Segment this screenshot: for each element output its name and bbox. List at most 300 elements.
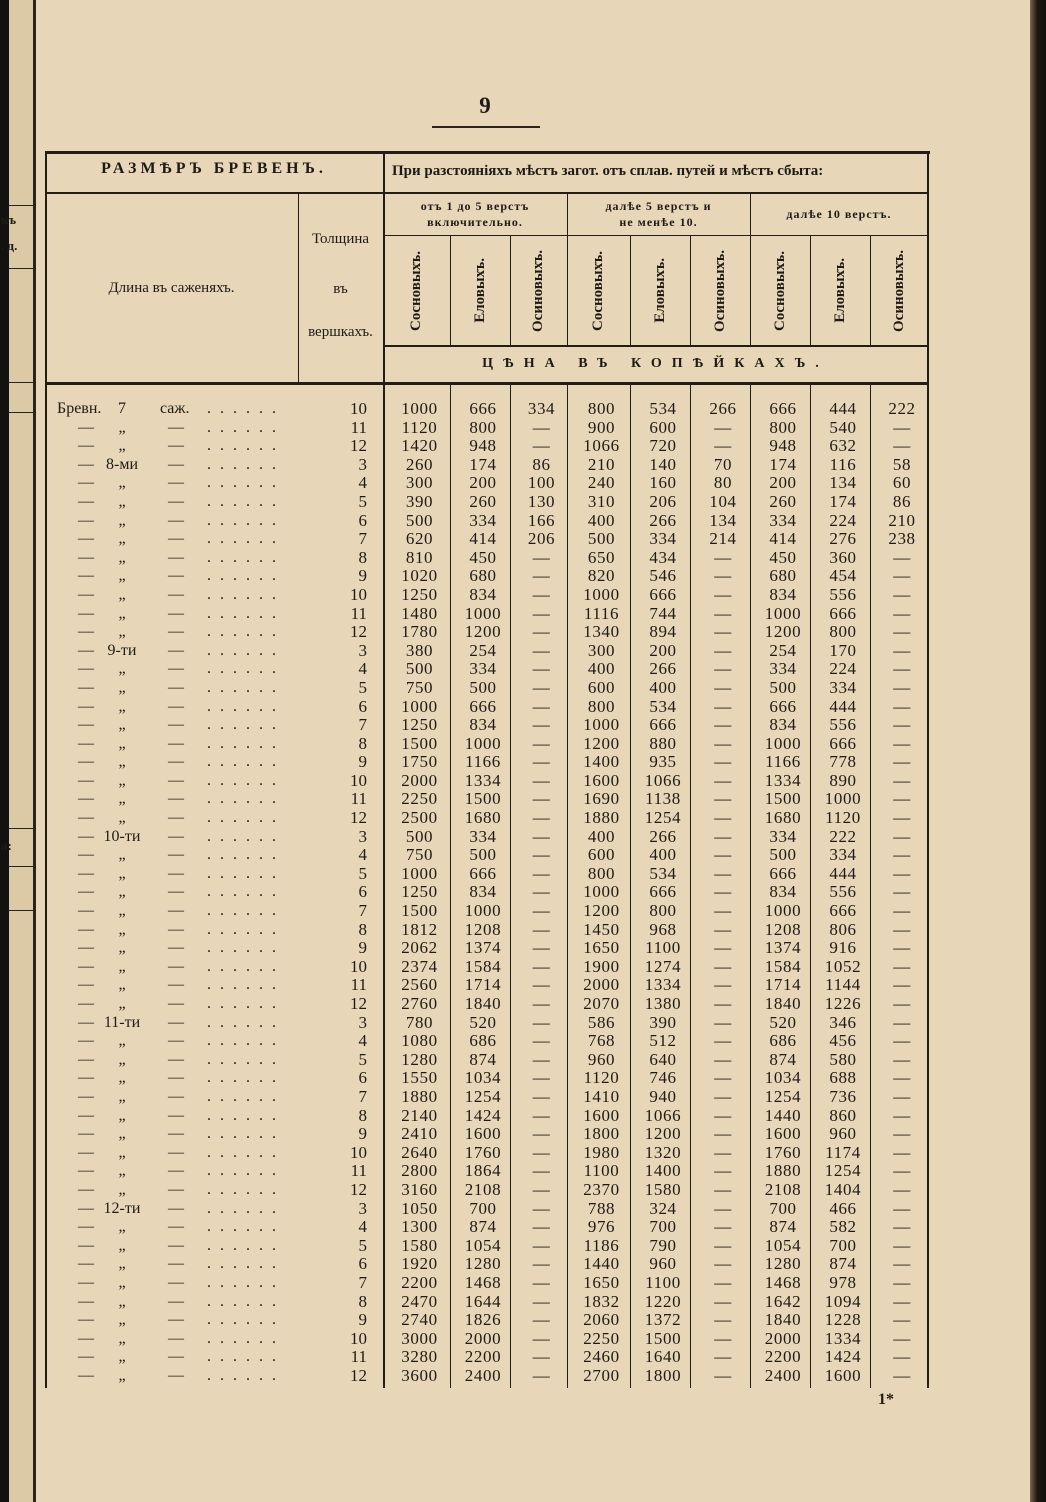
price-cell: 1642 bbox=[764, 1292, 802, 1311]
price-cell: — bbox=[714, 1329, 732, 1348]
price-cell: — bbox=[893, 678, 911, 697]
table-row bbox=[45, 1144, 928, 1163]
length-cell bbox=[45, 939, 298, 958]
length-part: — bbox=[168, 641, 184, 659]
price-cell: — bbox=[893, 883, 911, 902]
table-row bbox=[45, 1218, 928, 1237]
price-cell: 834 bbox=[469, 883, 497, 902]
thickness-cell: 7 bbox=[358, 529, 367, 549]
table-row bbox=[45, 1032, 928, 1051]
price-cell: 1374 bbox=[764, 939, 802, 958]
table-row bbox=[45, 400, 928, 419]
price-cell: — bbox=[893, 641, 911, 660]
species-label: Еловыхъ. bbox=[651, 258, 668, 323]
dot-leader: . . . . . . bbox=[207, 1199, 279, 1217]
price-cell: 200 bbox=[769, 474, 797, 493]
price-cell: — bbox=[532, 1311, 551, 1330]
price-cell: — bbox=[532, 771, 551, 790]
price-cell: 666 bbox=[469, 697, 497, 716]
length-part: — bbox=[78, 753, 94, 771]
price-cell: 1440 bbox=[764, 1106, 802, 1125]
length-part: — bbox=[78, 548, 94, 566]
price-cell: 2062 bbox=[401, 939, 438, 958]
price-cell: 1826 bbox=[464, 1311, 502, 1330]
thickness-cell: 5 bbox=[358, 1235, 367, 1255]
length-part: — bbox=[78, 623, 94, 641]
price-cell: 880 bbox=[649, 734, 677, 753]
price-cell: — bbox=[714, 1032, 732, 1051]
price-cell: 534 bbox=[649, 400, 677, 418]
price-cell: 1120 bbox=[825, 809, 861, 828]
price-cell: 810 bbox=[405, 548, 434, 567]
distance-group-1-5 bbox=[383, 193, 567, 235]
price-cell: 1644 bbox=[464, 1292, 502, 1311]
thickness-cell: 9 bbox=[358, 752, 367, 772]
price-cell: 1200 bbox=[583, 734, 620, 753]
table-row bbox=[45, 679, 928, 698]
price-cell: 2374 bbox=[401, 957, 438, 976]
price-cell: 666 bbox=[469, 400, 497, 418]
length-value: „ bbox=[118, 995, 126, 1012]
price-cell: 1714 bbox=[464, 976, 502, 995]
table-row bbox=[45, 698, 928, 717]
price-cell: 222 bbox=[829, 827, 857, 846]
table-row bbox=[45, 1330, 928, 1349]
dot-leader: . . . . . . bbox=[207, 1180, 279, 1198]
table-row bbox=[45, 772, 928, 791]
price-cell: 60 bbox=[892, 474, 912, 493]
dot-leader: . . . . . . bbox=[207, 1032, 279, 1050]
header-bottom-rule bbox=[45, 382, 928, 385]
length-value: 11-ти bbox=[103, 1013, 141, 1031]
price-cell: 1000 bbox=[401, 864, 438, 883]
price-cell: 1174 bbox=[825, 1143, 861, 1162]
table-row bbox=[45, 512, 928, 531]
price-cell: — bbox=[893, 1125, 911, 1144]
length-cell bbox=[45, 846, 298, 865]
price-cell: 2000 bbox=[764, 1329, 802, 1348]
price-cell: 894 bbox=[649, 623, 677, 642]
price-cell: — bbox=[532, 902, 551, 921]
dot-leader: . . . . . . bbox=[207, 957, 279, 975]
length-value: „ bbox=[118, 585, 126, 603]
table-row bbox=[45, 586, 928, 605]
length-part: — bbox=[78, 883, 94, 901]
price-cell: 1714 bbox=[764, 976, 802, 995]
length-value: „ bbox=[118, 1050, 126, 1068]
table-row bbox=[45, 1237, 928, 1256]
price-cell: 1800 bbox=[644, 1366, 682, 1385]
length-value: „ bbox=[118, 864, 126, 882]
price-cell: 736 bbox=[829, 1087, 857, 1106]
price-cell: — bbox=[893, 567, 911, 586]
price-cell: 834 bbox=[469, 585, 497, 604]
length-part: — bbox=[168, 585, 184, 603]
price-cell: 1880 bbox=[401, 1087, 438, 1106]
price-cell: 834 bbox=[769, 585, 797, 604]
thickness-cell: 10 bbox=[350, 584, 367, 604]
price-cell: — bbox=[532, 716, 551, 735]
price-cell: — bbox=[714, 1013, 732, 1032]
page-number-rule bbox=[432, 126, 540, 128]
length-part: — bbox=[168, 1292, 184, 1310]
table-row bbox=[45, 660, 928, 679]
dot-leader: . . . . . . bbox=[207, 1236, 279, 1254]
length-value: „ bbox=[118, 902, 126, 920]
thickness-cell: 10 bbox=[350, 1328, 367, 1348]
price-cell: 1500 bbox=[401, 902, 438, 921]
price-cell: 444 bbox=[829, 697, 857, 716]
price-cell: 874 bbox=[469, 1050, 497, 1069]
table-row bbox=[45, 1014, 928, 1033]
price-cell: — bbox=[532, 1273, 551, 1292]
length-part: — bbox=[168, 530, 184, 548]
length-part: — bbox=[168, 716, 184, 734]
length-part: — bbox=[168, 883, 184, 901]
price-cell: 1500 bbox=[644, 1329, 682, 1348]
price-cell: 1226 bbox=[824, 995, 862, 1013]
length-value: „ bbox=[118, 604, 126, 622]
length-value: „ bbox=[118, 1311, 126, 1329]
length-part: — bbox=[78, 1013, 94, 1031]
price-cell: 58 bbox=[892, 455, 912, 474]
price-cell: — bbox=[532, 920, 551, 939]
length-cell bbox=[45, 809, 298, 828]
price-cell: — bbox=[532, 1180, 551, 1199]
price-cell: 976 bbox=[587, 1218, 616, 1237]
length-part: — bbox=[78, 641, 94, 659]
length-part: — bbox=[168, 1087, 184, 1105]
length-part: — bbox=[78, 1180, 94, 1198]
length-value: „ bbox=[118, 716, 126, 734]
price-cell: — bbox=[714, 883, 732, 902]
length-part: — bbox=[78, 920, 94, 938]
table-row bbox=[45, 828, 928, 847]
price-cell: — bbox=[714, 678, 732, 697]
length-value: „ bbox=[118, 678, 126, 696]
price-cell: 534 bbox=[649, 864, 677, 883]
length-part: — bbox=[78, 1087, 94, 1105]
price-cell: 70 bbox=[713, 455, 733, 474]
price-cell: 300 bbox=[405, 474, 434, 493]
dot-leader: . . . . . . bbox=[207, 846, 279, 864]
price-cell: 222 bbox=[888, 400, 916, 418]
dot-leader: . . . . . . bbox=[207, 1218, 279, 1236]
length-cell bbox=[45, 1032, 298, 1051]
price-cell: — bbox=[532, 1143, 551, 1162]
price-cell: 1000 bbox=[401, 400, 438, 418]
price-cell: 512 bbox=[649, 1032, 677, 1051]
table-row bbox=[45, 846, 928, 865]
length-cell bbox=[45, 400, 298, 419]
table-row bbox=[45, 939, 928, 958]
price-cell: 500 bbox=[405, 511, 434, 530]
length-cell bbox=[45, 530, 298, 549]
dot-leader: . . . . . . bbox=[207, 455, 279, 473]
price-cell: — bbox=[714, 437, 732, 456]
previous-page-rule bbox=[9, 205, 33, 206]
price-cell: — bbox=[714, 790, 732, 809]
price-cell: 456 bbox=[829, 1032, 857, 1051]
length-value: „ bbox=[118, 734, 126, 752]
length-part: — bbox=[78, 511, 94, 529]
length-header: Длина въ саженяхъ. bbox=[108, 280, 235, 296]
price-cell: 224 bbox=[829, 511, 857, 530]
thickness-cell: 11 bbox=[350, 417, 367, 437]
price-cell: — bbox=[714, 418, 732, 437]
price-cell: 254 bbox=[469, 641, 497, 660]
price-cell: 454 bbox=[829, 567, 857, 586]
thickness-cell: 12 bbox=[350, 808, 367, 828]
price-cell: — bbox=[714, 1180, 732, 1199]
price-cell: — bbox=[893, 939, 911, 958]
price-cell: — bbox=[532, 883, 551, 902]
length-part: — bbox=[78, 437, 94, 455]
price-cell: 1254 bbox=[644, 809, 682, 828]
length-cell bbox=[45, 902, 298, 921]
price-cell: 334 bbox=[469, 827, 497, 846]
length-part: — bbox=[168, 920, 184, 938]
price-cell: 935 bbox=[649, 753, 677, 772]
price-cell: — bbox=[532, 1236, 551, 1255]
price-cell: 1468 bbox=[764, 1273, 802, 1292]
length-cell bbox=[45, 437, 298, 456]
dot-leader: . . . . . . bbox=[207, 1311, 279, 1329]
dot-leader: . . . . . . bbox=[207, 437, 279, 455]
thickness-cell: 10 bbox=[350, 956, 367, 976]
dot-leader: . . . . . . bbox=[207, 1273, 279, 1291]
price-cell: 414 bbox=[769, 530, 797, 549]
price-cell: 978 bbox=[829, 1273, 857, 1292]
price-cell: 380 bbox=[405, 641, 434, 660]
price-cell: 1580 bbox=[401, 1236, 438, 1255]
length-cell bbox=[45, 512, 298, 531]
price-cell: 1052 bbox=[824, 957, 862, 976]
length-cell bbox=[45, 976, 298, 995]
price-cell: 134 bbox=[709, 511, 737, 530]
length-part: — bbox=[78, 492, 94, 510]
price-cell: — bbox=[714, 623, 732, 642]
thickness-cell: 9 bbox=[358, 566, 367, 586]
price-cell: — bbox=[532, 939, 551, 958]
thickness-header: въ bbox=[333, 281, 348, 297]
length-cell bbox=[45, 921, 298, 940]
table-row bbox=[45, 995, 928, 1014]
thickness-cell: 12 bbox=[350, 622, 367, 642]
price-cell: — bbox=[714, 864, 732, 883]
length-part: — bbox=[78, 1311, 94, 1329]
price-cell: — bbox=[532, 567, 551, 586]
price-cell: 666 bbox=[649, 716, 677, 735]
price-cell: 666 bbox=[649, 585, 677, 604]
price-cell: — bbox=[532, 1255, 551, 1274]
table-row bbox=[45, 1088, 928, 1107]
price-cell: — bbox=[893, 604, 911, 623]
thickness-cell: 8 bbox=[358, 733, 367, 753]
dot-leader: . . . . . . bbox=[207, 604, 279, 622]
price-cell: 666 bbox=[829, 902, 857, 921]
length-part: — bbox=[168, 1106, 184, 1124]
price-cell: — bbox=[893, 1348, 911, 1367]
price-cell: — bbox=[714, 641, 732, 660]
length-value: „ bbox=[118, 1218, 126, 1236]
price-cell: 800 bbox=[587, 697, 616, 716]
price-cell: 2070 bbox=[583, 995, 620, 1013]
price-cell: 1208 bbox=[464, 920, 502, 939]
price-cell: 874 bbox=[769, 1050, 797, 1069]
price-cell: 1000 bbox=[583, 883, 620, 902]
length-part: — bbox=[168, 697, 184, 715]
price-cell: 466 bbox=[829, 1199, 857, 1218]
dot-leader: . . . . . . bbox=[207, 1255, 279, 1273]
header-rule bbox=[383, 345, 928, 347]
price-cell: 450 bbox=[469, 548, 497, 567]
price-cell: 1920 bbox=[401, 1255, 438, 1274]
table-row bbox=[45, 1255, 928, 1274]
price-cell: 1760 bbox=[464, 1143, 502, 1162]
price-cell: 960 bbox=[649, 1255, 677, 1274]
price-cell: 1250 bbox=[401, 716, 438, 735]
price-cell: 3600 bbox=[401, 1366, 438, 1385]
length-value: „ bbox=[118, 1292, 126, 1310]
length-part: — bbox=[168, 1236, 184, 1254]
price-cell: 238 bbox=[888, 530, 916, 549]
dot-leader: . . . . . . bbox=[207, 883, 279, 901]
price-cell: 86 bbox=[892, 492, 912, 511]
thickness-cell: 3 bbox=[358, 1198, 367, 1218]
length-part: — bbox=[168, 1180, 184, 1198]
price-cell: — bbox=[893, 1273, 911, 1292]
price-cell: 666 bbox=[769, 864, 797, 883]
price-cell: 2000 bbox=[401, 771, 438, 790]
table-row bbox=[45, 642, 928, 661]
length-part: — bbox=[168, 809, 184, 827]
group-label: далѣе 5 верстъ и bbox=[605, 199, 712, 213]
price-cell: 174 bbox=[769, 455, 797, 474]
price-cell: 2000 bbox=[583, 976, 620, 995]
length-cell bbox=[45, 660, 298, 679]
price-cell: 534 bbox=[649, 697, 677, 716]
price-cell: — bbox=[532, 1292, 551, 1311]
length-value: „ bbox=[118, 697, 126, 715]
price-cell: — bbox=[893, 1366, 911, 1385]
price-cell: 2700 bbox=[583, 1366, 620, 1385]
price-cell: 2740 bbox=[401, 1311, 438, 1330]
dot-leader: . . . . . . bbox=[207, 530, 279, 548]
price-cell: 2470 bbox=[401, 1292, 438, 1311]
price-cell: 1780 bbox=[401, 623, 438, 642]
price-cell: 1680 bbox=[464, 809, 502, 828]
length-value: „ bbox=[118, 846, 126, 864]
price-cell: — bbox=[893, 920, 911, 939]
price-cell: 2460 bbox=[583, 1348, 620, 1367]
price-cell: 546 bbox=[649, 567, 677, 586]
price-cell: 874 bbox=[469, 1218, 497, 1237]
price-cell: 1144 bbox=[825, 976, 861, 995]
dot-leader: . . . . . . bbox=[207, 809, 279, 827]
previous-page-rule bbox=[9, 268, 33, 269]
thickness-cell: 11 bbox=[350, 975, 367, 995]
table-row bbox=[45, 1274, 928, 1293]
price-cell: 1750 bbox=[401, 753, 438, 772]
price-cell: 334 bbox=[527, 400, 556, 418]
page-binding-edge-right bbox=[1030, 0, 1046, 1502]
price-cell: — bbox=[893, 1180, 911, 1199]
length-cell bbox=[45, 1255, 298, 1274]
thickness-cell: 3 bbox=[358, 454, 367, 474]
price-cell: 1094 bbox=[824, 1292, 862, 1311]
price-cell: — bbox=[893, 418, 911, 437]
length-part: — bbox=[78, 604, 94, 622]
price-cell: 540 bbox=[829, 418, 857, 437]
price-cell: 400 bbox=[649, 678, 677, 697]
price-cell: 1600 bbox=[464, 1125, 502, 1144]
price-cell: — bbox=[893, 790, 911, 809]
price-cell: 680 bbox=[469, 567, 497, 586]
price-cell: 2250 bbox=[583, 1329, 620, 1348]
species-header-pine bbox=[383, 236, 450, 345]
thickness-cell: 4 bbox=[358, 1031, 367, 1051]
length-value: „ bbox=[118, 771, 126, 789]
thickness-cell: 11 bbox=[350, 789, 367, 809]
length-part: — bbox=[78, 1236, 94, 1254]
thickness-cell: 5 bbox=[358, 863, 367, 883]
price-cell: — bbox=[532, 976, 551, 995]
length-cell bbox=[45, 1181, 298, 1200]
length-part: — bbox=[78, 474, 94, 492]
table-row bbox=[45, 790, 928, 809]
price-cell: 1440 bbox=[583, 1255, 620, 1274]
price-cell: 2400 bbox=[764, 1366, 802, 1385]
species-label: Осиновыхъ. bbox=[711, 249, 728, 332]
length-part: — bbox=[78, 846, 94, 864]
length-value: „ bbox=[118, 1143, 126, 1161]
price-cell: 1000 bbox=[764, 902, 802, 921]
price-cell: 1480 bbox=[401, 604, 438, 623]
price-cell: 820 bbox=[587, 567, 616, 586]
length-part: — bbox=[78, 585, 94, 603]
thickness-cell: 5 bbox=[358, 1049, 367, 1069]
price-cell: 806 bbox=[829, 920, 857, 939]
price-cell: 2200 bbox=[464, 1348, 502, 1367]
price-cell: 1760 bbox=[764, 1143, 802, 1162]
price-cell: 400 bbox=[587, 827, 616, 846]
species-header-spruce bbox=[810, 236, 870, 345]
price-cell: 1380 bbox=[644, 995, 682, 1013]
price-cell: 400 bbox=[587, 660, 616, 679]
price-cell: 874 bbox=[769, 1218, 797, 1237]
price-cell: — bbox=[714, 1087, 732, 1106]
price-cell: 1500 bbox=[401, 734, 438, 753]
price-cell: 334 bbox=[469, 511, 497, 530]
price-cell: 130 bbox=[527, 492, 556, 511]
price-cell: 1580 bbox=[644, 1180, 682, 1199]
length-cell bbox=[45, 772, 298, 791]
price-cell: 916 bbox=[829, 939, 857, 958]
group-label: далѣе 10 верстъ. bbox=[786, 207, 892, 221]
price-cell: 1468 bbox=[464, 1273, 502, 1292]
length-part: — bbox=[78, 1255, 94, 1273]
length-value: „ bbox=[118, 753, 126, 771]
price-cell: 1832 bbox=[583, 1292, 620, 1311]
length-cell bbox=[45, 865, 298, 884]
length-part: — bbox=[168, 1273, 184, 1291]
length-value: „ bbox=[118, 1180, 126, 1198]
length-cell bbox=[45, 1367, 298, 1386]
price-cell: 960 bbox=[829, 1125, 857, 1144]
length-cell bbox=[45, 958, 298, 977]
price-cell: 2400 bbox=[464, 1366, 502, 1385]
